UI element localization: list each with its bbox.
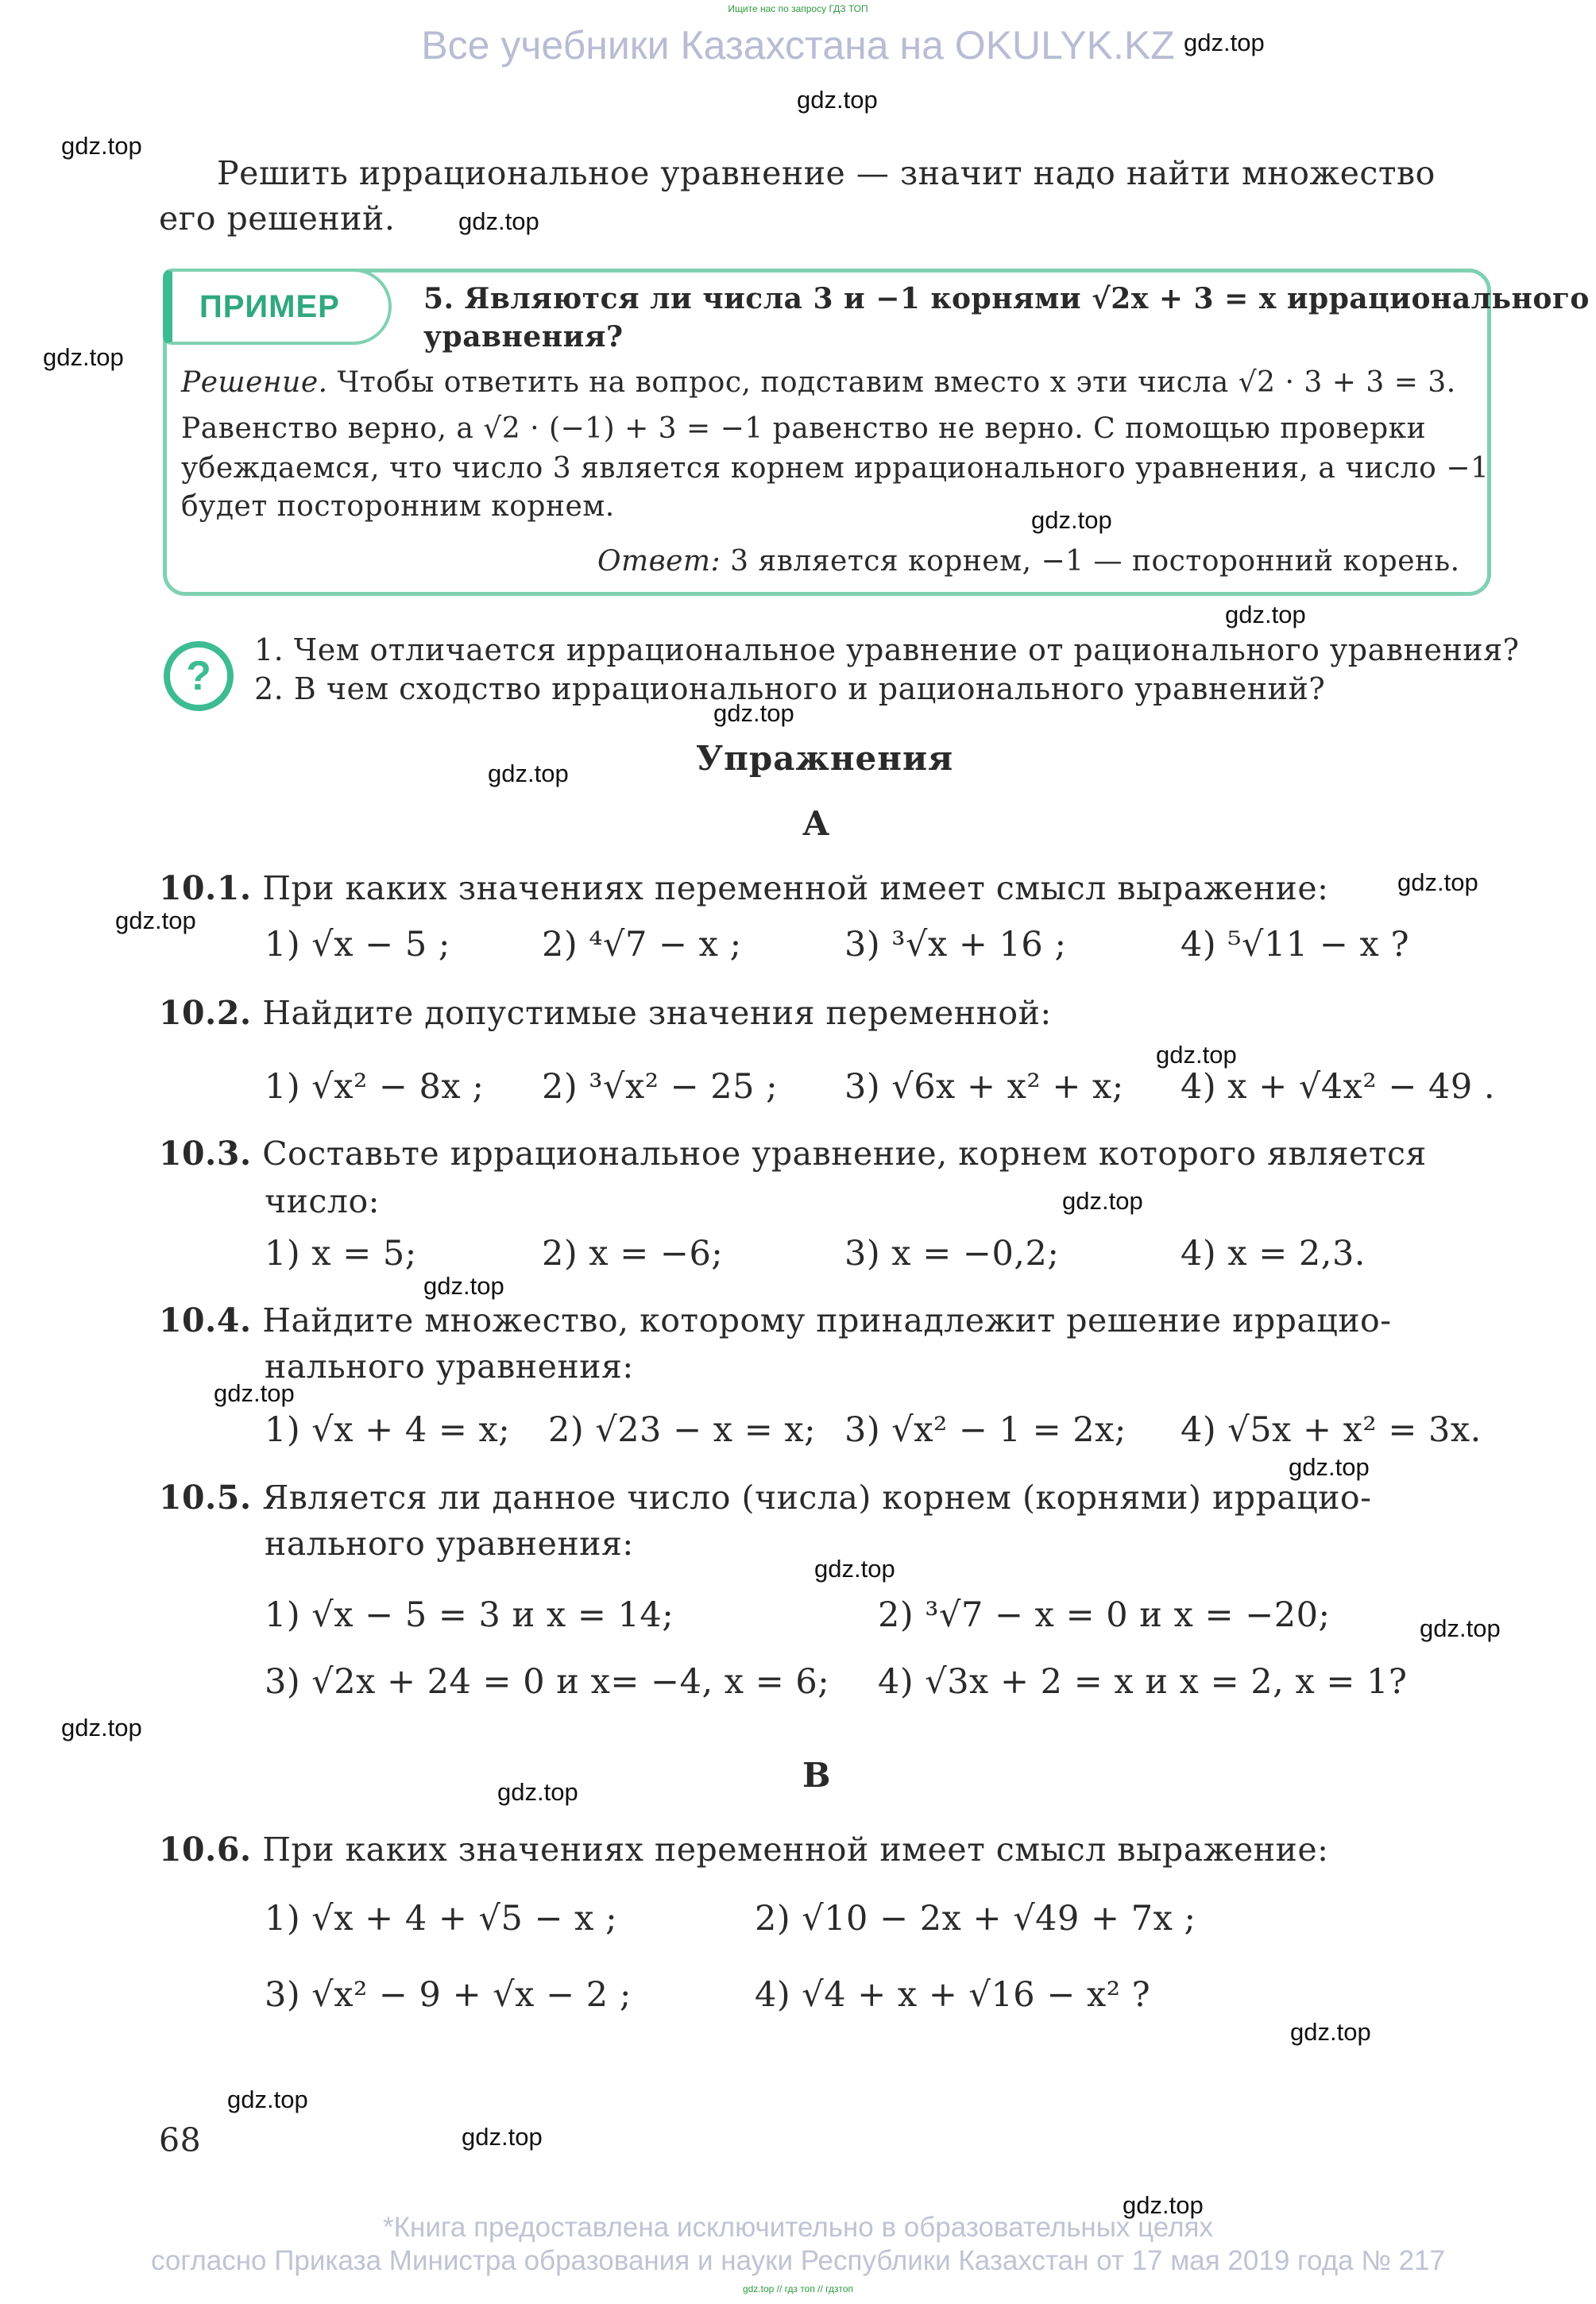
section-a: А <box>802 804 831 843</box>
exercise-10-5-item-1: 1) √x − 5 = 3 и x = 14; <box>265 1595 674 1635</box>
exercise-10-2-item-2: 2) ³√x² − 25 ; <box>542 1067 779 1107</box>
svg-text:?: ? <box>186 653 211 699</box>
exercise-number: 10.3. <box>159 1135 252 1173</box>
watermark: gdz.top <box>1123 2191 1204 2219</box>
example-answer <box>597 543 1460 581</box>
exercise-10-3-item-4: 4) x = 2,3. <box>1181 1234 1366 1274</box>
answer-label: Ответ: <box>597 545 721 578</box>
exercise-10-2-item-1: 1) √x² − 8x ; <box>265 1067 485 1107</box>
watermark: gdz.top <box>458 207 539 235</box>
exercises-title: Упражнения <box>696 739 954 778</box>
footer-tiny: gdz.top // гдз топ // гдзтоп <box>742 2283 854 2294</box>
exercise-10-6-item-2: 2) √10 − 2x + √49 + 7x ; <box>755 1899 1196 1939</box>
exercise-10-4-item-3: 3) √x² − 1 = 2x; <box>844 1410 1126 1450</box>
watermark: gdz.top <box>814 1555 895 1583</box>
watermark: gdz.top <box>214 1379 295 1407</box>
watermark: gdz.top <box>1184 29 1265 56</box>
exercise-statement: Найдите множество, которому принадлежит решение иррацио- <box>262 1301 1392 1339</box>
section-b: В <box>802 1756 832 1795</box>
exercise-number: 10.4. <box>159 1301 252 1339</box>
exercise-statement: При каких значениях переменной имеет смысл выражение: <box>262 1830 1329 1869</box>
exercise-10-4-item-2: 2) √23 − x = x; <box>548 1410 817 1450</box>
watermark: gdz.top <box>227 2086 308 2113</box>
watermark: gdz.top <box>1225 601 1306 628</box>
watermark: gdz.top <box>1062 1187 1143 1215</box>
solution-label: Решение. <box>181 366 328 399</box>
exercise-10-1-text <box>159 866 1328 910</box>
exercise-statement: Является ли данное число (числа) корнем (корнями) иррацио- <box>262 1479 1372 1517</box>
footer-line-1: *Книга предоставлена исключительно в образовательных целях <box>383 2212 1213 2243</box>
exercise-10-6-item-3: 3) √x² − 9 + √x − 2 ; <box>265 1975 632 2015</box>
exercise-10-1-item-1: 1) √x − 5 ; <box>265 925 450 965</box>
solution-text: Чтобы ответить на вопрос, подставим вместо x эти числа √2 · 3 + 3 = 3. <box>337 366 1456 399</box>
example-solution-line-3: убеждаемся, что число 3 является корнем иррационального уравнения, а число −1 <box>181 452 1490 485</box>
watermark: gdz.top <box>1420 1614 1501 1642</box>
watermark: gdz.top <box>1290 2018 1371 2046</box>
watermark: gdz.top <box>423 1272 504 1300</box>
exercise-10-2-item-4: 4) x + √4x² − 49 . <box>1181 1067 1496 1107</box>
exercise-10-2-text <box>159 991 1052 1035</box>
exercise-10-1-item-3: 3) ³√x + 16 ; <box>844 925 1067 965</box>
exercise-number: 10.6. <box>159 1830 252 1869</box>
exercise-statement: При каких значениях переменной имеет смысл выражение: <box>262 869 1329 907</box>
exercise-10-1-item-2: 2) ⁴√7 − x ; <box>542 925 742 965</box>
exercise-10-6-item-4: 4) √4 + x + √16 − x² ? <box>755 1975 1151 2015</box>
example-solution-line-4: будет посторонним корнем. <box>181 490 615 523</box>
exercise-10-3-item-1: 1) x = 5; <box>265 1234 417 1274</box>
exercise-statement: Составьте иррациональное уравнение, корнем которого является <box>262 1135 1427 1173</box>
answer-text: 3 является корнем, −1 — посторонний корень. <box>730 545 1460 578</box>
exercise-10-4-item-1: 1) √x + 4 = x; <box>265 1410 511 1450</box>
exercise-10-3-text-line-2: число: <box>265 1182 380 1220</box>
example-task-line-1: 5. Являются ли числа 3 и −1 корнями √2x + 3 = x иррационального <box>423 282 1590 315</box>
intro-line-1: Решить иррациональное уравнение — значит надо найти множество <box>217 154 1436 192</box>
exercise-10-3-text <box>159 1131 1427 1176</box>
watermark: gdz.top <box>497 1778 578 1806</box>
question-1: 1. Чем отличается иррациональное уравнение от рационального уравнения? <box>254 632 1520 667</box>
exercise-10-3-item-2: 2) x = −6; <box>542 1234 724 1274</box>
watermark: gdz.top <box>1397 868 1478 896</box>
exercise-10-5-item-2: 2) ³√7 − x = 0 и x = −20; <box>878 1595 1331 1635</box>
example-solution-line-2: Равенство верно, а √2 · (−1) + 3 = −1 равенство не верно. С помощью проверки <box>181 412 1427 445</box>
exercise-10-2-item-3: 3) √6x + x² + x; <box>844 1067 1124 1107</box>
site-title: Все учебники Казахстана на OKULYK.KZ <box>421 23 1175 68</box>
exercise-10-4-text <box>159 1298 1392 1343</box>
top-notice: Ищите нас по запросу ГДЗ ТОП <box>728 3 868 14</box>
exercise-10-5-item-3: 3) √2x + 24 = 0 и x= −4, x = 6; <box>265 1662 830 1702</box>
watermark: gdz.top <box>61 1714 142 1742</box>
exercise-10-4-item-4: 4) √5x + x² = 3x. <box>1181 1410 1482 1450</box>
example-task-line-2: уравнения? <box>423 320 624 354</box>
exercise-10-3-item-3: 3) x = −0,2; <box>844 1234 1060 1274</box>
exercise-number: 10.1. <box>159 869 252 907</box>
intro-line-2: его решений. <box>159 199 396 238</box>
watermark: gdz.top <box>797 86 878 114</box>
exercise-number: 10.5. <box>159 1479 252 1517</box>
watermark: gdz.top <box>462 2123 543 2151</box>
question-icon <box>163 640 234 712</box>
exercise-10-6-item-1: 1) √x + 4 + √5 − x ; <box>265 1899 618 1939</box>
watermark: gdz.top <box>61 132 142 160</box>
exercise-10-6-text <box>159 1827 1328 1872</box>
exercise-10-5-text <box>159 1475 1371 1520</box>
watermark: gdz.top <box>713 699 794 727</box>
exercise-10-5-text-line-2: нального уравнения: <box>265 1525 634 1563</box>
exercise-10-4-text-line-2: нального уравнения: <box>265 1347 634 1386</box>
page-number: 68 <box>159 2121 202 2159</box>
example-solution-line-1 <box>181 364 1456 402</box>
exercise-10-1-item-4: 4) ⁵√11 − x ? <box>1181 925 1409 965</box>
exercise-10-5-item-4: 4) √3x + 2 = x и x = 2, x = 1? <box>878 1662 1408 1702</box>
watermark: gdz.top <box>1031 506 1112 534</box>
watermark: gdz.top <box>488 760 569 787</box>
watermark: gdz.top <box>43 343 124 371</box>
example-badge: ПРИМЕР <box>163 269 392 345</box>
watermark: gdz.top <box>1289 1453 1370 1481</box>
watermark: gdz.top <box>1156 1041 1237 1069</box>
exercise-statement: Найдите допустимые значения переменной: <box>262 994 1052 1032</box>
exercise-number: 10.2. <box>159 994 252 1032</box>
footer-line-2: согласно Приказа Министра образования и науки Республики Казахстан от 17 мая 2019 года № 217 <box>150 2245 1445 2276</box>
watermark: gdz.top <box>115 907 196 934</box>
question-2: 2. В чем сходство иррационального и рационального уравнений? <box>254 671 1326 706</box>
